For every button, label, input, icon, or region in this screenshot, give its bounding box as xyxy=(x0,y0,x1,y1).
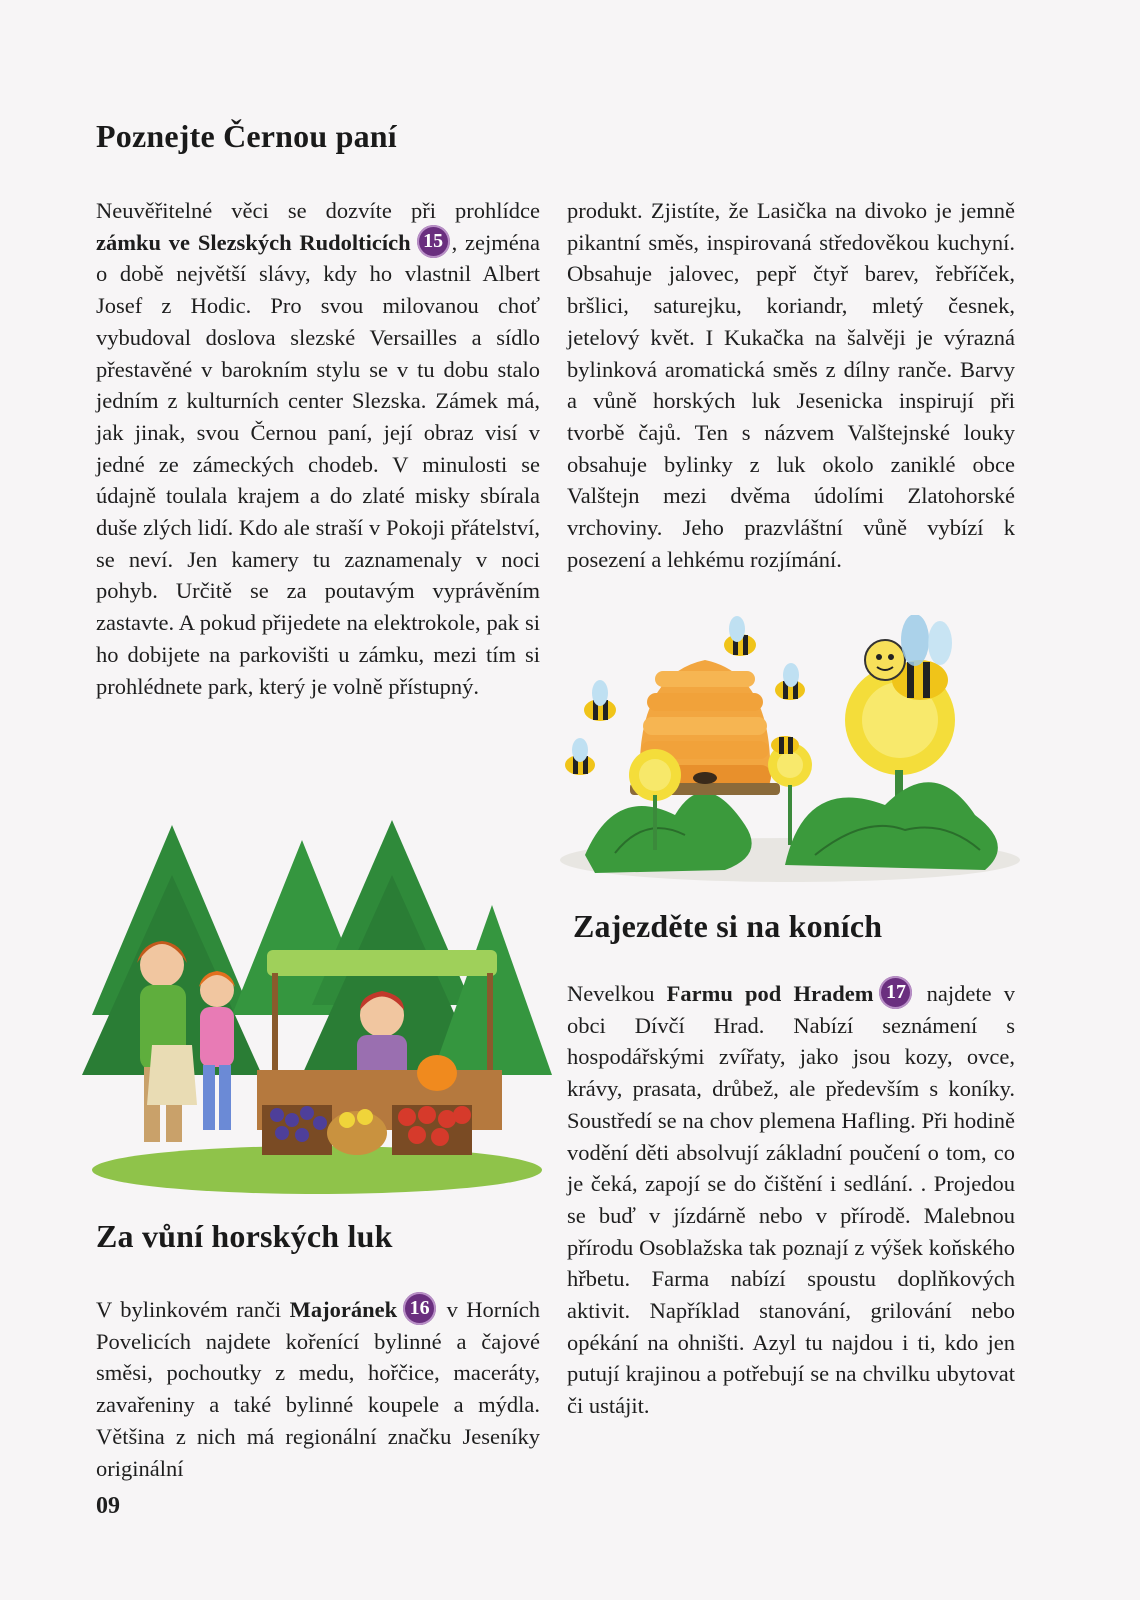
text: , zejména o době největší slávy, kdy ho vlastnil Albert Josef z Hodic. Pro svou milovanou choť vybudoval doslova slezské Versailles a sídlo přestavěné v barokním stylu se v tu dobu stalo jedním z kulturních center Slezska. Zámek má, jak jinak, svou Černou paní, její obraz visí v jedné ze zámeckých chodeb. V minulosti se údajně toulala krajem a do zlaté misky sbírala duše zlých lidí. Kdo ale straší v Pokoji přátelství, se neví. Jen kamery tu zaznamenaly v noci pohyb. Určitě se za poutavým vyprávěním zastavte. A pokud přijedete na elektrokole, pak si ho dobijete na parkovišti u zámku, mezi tím si prohlédnete park, který je volně přístupný. xyxy=(96,229,541,699)
place-name: Majoránek xyxy=(289,1297,398,1322)
text: Neuvěřitelné věci se dozvíte při prohlídce xyxy=(96,198,540,223)
bees-beehive-illustration xyxy=(555,615,1025,885)
page-number: 09 xyxy=(96,1493,120,1519)
map-number-badge: 15 xyxy=(417,225,450,258)
section-title-kone: Zajezděte si na koních xyxy=(573,908,883,944)
text: Nevelkou xyxy=(567,981,667,1006)
text: najdete v obci Dívčí Hrad. Nabízí seznámení s hospodářskými zvířaty, jako jsou kozy, ovce, krávy, prasata, drůbež, ale především s koníky. Soustředí se na chov plemena Hafling. Při hodině vodění děti absolvují základní poučení o tom, co je čeká, zapojí se do čištění i sedlání. . Projedou se buď v jízdárně nebo v přírodě. Malebnou přírodu Osoblažska tak poznají z výšek koňského hřbetu. Farma nabízí spoustu doplňkových aktivit. Například stanování, grilování nebo opékání na ohništi. Azyl tu najdou i ti, kdo jen putují krajinou a potřebují se na chvilku ubytovat či ustájit. xyxy=(567,981,1015,1419)
section-title-horske-louky: Za vůní horských luk xyxy=(96,1218,393,1254)
place-name: zámku ve Slezských Rudolticích xyxy=(96,229,411,255)
map-number-badge: 16 xyxy=(403,1292,436,1325)
text: v Horních Povelicích najdete kořenící bylinné a čajové směsi, pochoutky z medu, hořčice, maceráty, zavařeniny a také bylinné koupele a mýdla. Většina z nich má regionální značku Jeseníky originální xyxy=(96,1297,540,1481)
map-number-badge: 17 xyxy=(879,976,912,1009)
section-text-cerna-pani xyxy=(96,195,540,702)
section-title-cerna-pani: Poznejte Černou paní xyxy=(96,118,397,154)
text: produkt. Zjistíte, že Lasička na divoko je jemně pikantní směs, inspirovaná středověkou kuchyní. Obsahuje jalovec, pepř čtyř barev, řebříček, bršlici, saturejku, koriandr, mletý česnek, jetelový květ. I Kukačka na šalvěji je výrazná bylinková aromatická směs z dílny ranče. Barvy a vůně horských luk Jesenicka inspirují při tvorbě čajů. Ten s názvem Valštejnské louky obsahuje bylinky z luk okolo zaniklé obce Valštejn mezi dvěma údolími Zlatohorské vrchoviny. Jeho prazvláštní vůně vybízí k posezení a lehkému rozjímání. xyxy=(567,198,1015,572)
place-name: Farmu pod Hradem xyxy=(666,981,874,1006)
section-text-continued xyxy=(567,195,1015,575)
text: V bylinkovém ranči xyxy=(96,1297,290,1322)
section-text-majoranek xyxy=(96,1294,540,1484)
forest-market-illustration xyxy=(82,815,552,1195)
section-text-kone xyxy=(567,978,1015,1422)
